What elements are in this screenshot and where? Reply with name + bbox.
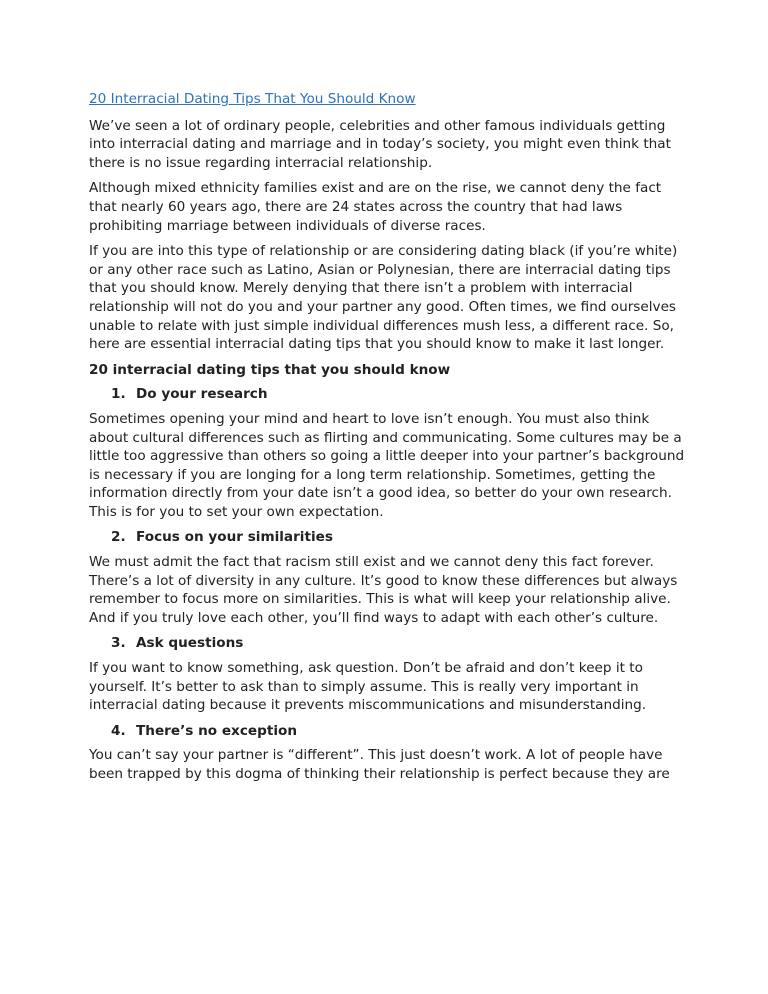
tip-heading-4 [89,722,685,741]
tip-body-1: Sometimes opening your mind and heart to love isn’t enough. You must also think about cultural differences such as flirting and communicating. Some cultures may be a little too aggressive than others so going a little deeper into your partner’s background is necessary if you are longing for a long term relationship. Sometimes, getting the information directly from your date isn’t a good idea, so better do your own research. This is for you to set your own expectation. [89,410,685,520]
tip-heading-text: Do your research [136,386,268,403]
tip-number: 1. [111,386,126,403]
tip-heading-1 [89,385,685,404]
tip-heading-3 [89,634,685,653]
intro-paragraph-1: We’ve seen a lot of ordinary people, celebrities and other famous individuals getting into interracial dating and marriage and in today’s society, you might even think that there is no issue regarding interracial relationship. [89,117,671,171]
section-heading: 20 interracial dating tips that you should know [89,361,451,378]
tip-heading-text: There’s no exception [136,722,298,739]
intro-paragraph-3: If you are into this type of relationship or are considering dating black (if you’re white) or any other race such as Latino, Asian or Polynesian, there are interracial dating tips that you should know. Merely denying that there isn’t a problem with interracial relationship will not do you and your partner any good. Often times, we find ourselves unable to relate with just simple individual differences mush less, a different race. So, here are essential interracial dating tips that you should know to make it last longer. [89,243,678,353]
intro-paragraph-2: Although mixed ethnicity families exist and are on the rise, we cannot deny the fact that nearly 60 years ago, there are 24 states across the country that had laws prohibiting marriage between individuals of diverse races. [89,180,662,234]
tip-heading-text: Ask questions [136,635,244,652]
tip-number: 3. [111,635,126,652]
tip-body-4: You can’t say your partner is “different”. This just doesn’t work. A lot of people have been trapped by this dogma of thinking their relationship is perfect because they are [89,747,670,782]
tip-number: 4. [111,722,126,739]
tip-heading-text: Focus on your similarities [136,529,333,546]
tip-heading-2 [89,528,685,547]
document-page [89,90,685,791]
title-link[interactable]: 20 Interracial Dating Tips That You Should Know [89,91,416,107]
tip-number: 2. [111,529,126,546]
tip-body-3: If you want to know something, ask question. Don’t be afraid and don’t keep it to yourself. It’s better to ask than to simply assume. This is really very important in interracial dating because it prevents miscommunications and misunderstanding. [89,660,647,714]
tip-body-2: We must admit the fact that racism still exist and we cannot deny this fact forever. There’s a lot of diversity in any culture. It’s good to know these differences but always remember to focus more on similarities. This is what will keep your relationship alive. And if you truly love each other, you’ll find ways to adapt with each other’s culture. [89,554,678,626]
